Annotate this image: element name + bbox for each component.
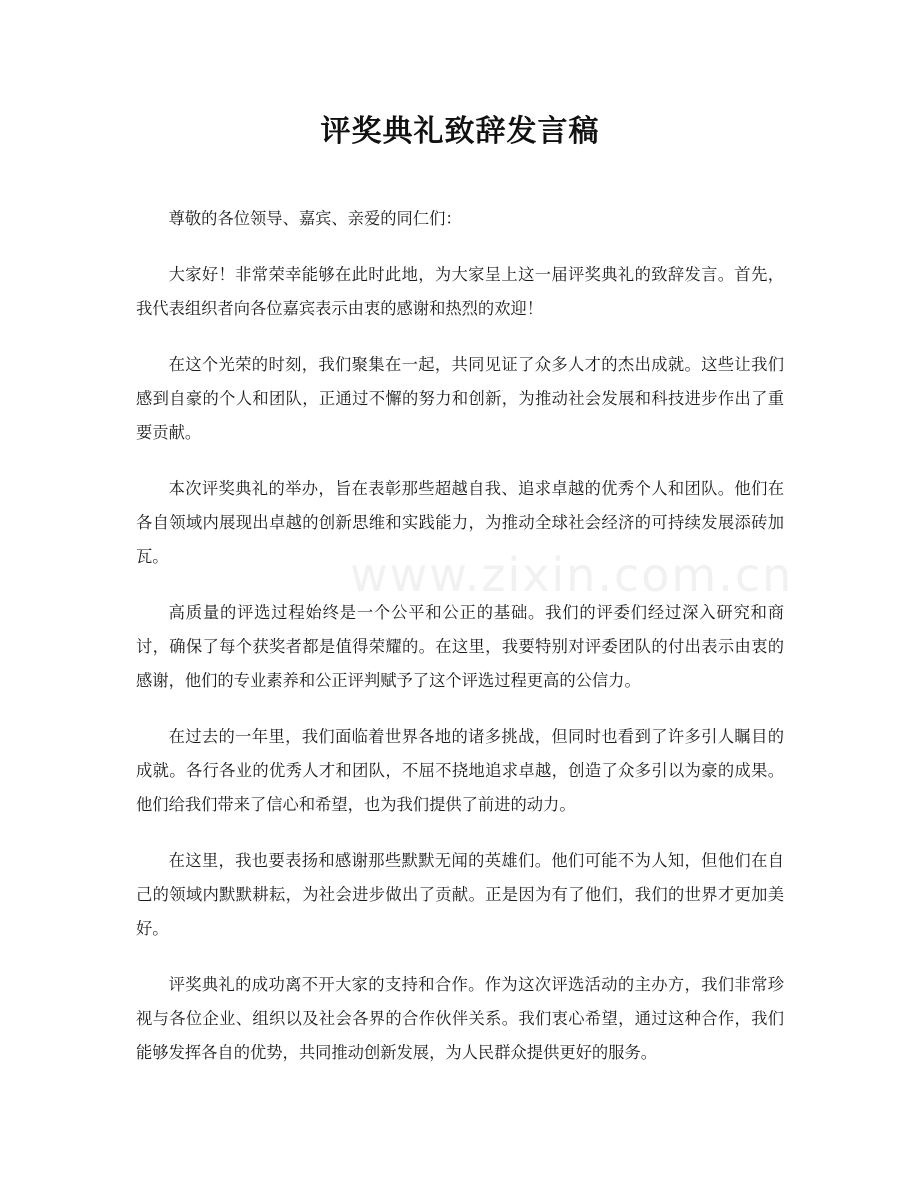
paragraph-greeting: 大家好！非常荣幸能够在此时此地，为大家呈上这一届评奖典礼的致辞发言。首先，我代表组织者向各位嘉宾表示由衷的感谢和热烈的欢迎！ xyxy=(136,265,784,318)
paragraph-achievements: 在这个光荣的时刻，我们聚集在一起，共同见证了众多人才的杰出成就。这些让我们感到自豪的个人和团队，正通过不懈的努力和创新，为推动社会发展和科技进步作出了重要贡献。 xyxy=(136,355,784,442)
document-body xyxy=(136,202,784,1070)
watermark-text: www.zixin.com.cn xyxy=(350,548,794,602)
paragraph-judges: 高质量的评选过程始终是一个公平和公正的基础。我们的评委们经过深入研究和商讨，确保了每个获奖者都是值得荣耀的。在这里，我要特别对评委团队的付出表示由衷的感谢，他们的专业素养和公正评判赋予了这个评选过程更高的公信力。 xyxy=(136,603,784,690)
salutation: 尊敬的各位领导、嘉宾、亲爱的同仁们： xyxy=(168,209,462,228)
paragraph-unsung-heroes: 在这里，我也要表扬和感谢那些默默无闻的英雄们。他们可能不为人知，但他们在自己的领域内默默耕耘，为社会进步做出了贡献。正是因为有了他们，我们的世界才更加美好。 xyxy=(136,851,784,938)
document-title: 评奖典礼致辞发言稿 xyxy=(320,114,600,149)
paragraph-cooperation: 评奖典礼的成功离不开大家的支持和合作。作为这次评选活动的主办方，我们非常珍视与各位企业、组织以及社会各界的合作伙伴关系。我们衷心希望，通过这种合作，我们能够发挥各自的优势，共同推动创新发展，为人民群众提供更好的服务。 xyxy=(136,975,784,1062)
paragraph-purpose: 本次评奖典礼的举办，旨在表彰那些超越自我、追求卓越的优秀个人和团队。他们在各自领域内展现出卓越的创新思维和实践能力，为推动全球社会经济的可持续发展添砖加瓦。 xyxy=(136,479,784,566)
paragraph-past-year: 在过去的一年里，我们面临着世界各地的诸多挑战，但同时也看到了许多引人瞩目的成就。各行各业的优秀人才和团队，不屈不挠地追求卓越，创造了众多引以为豪的成果。他们给我们带来了信心和希望，也为我们提供了前进的动力。 xyxy=(136,727,784,814)
